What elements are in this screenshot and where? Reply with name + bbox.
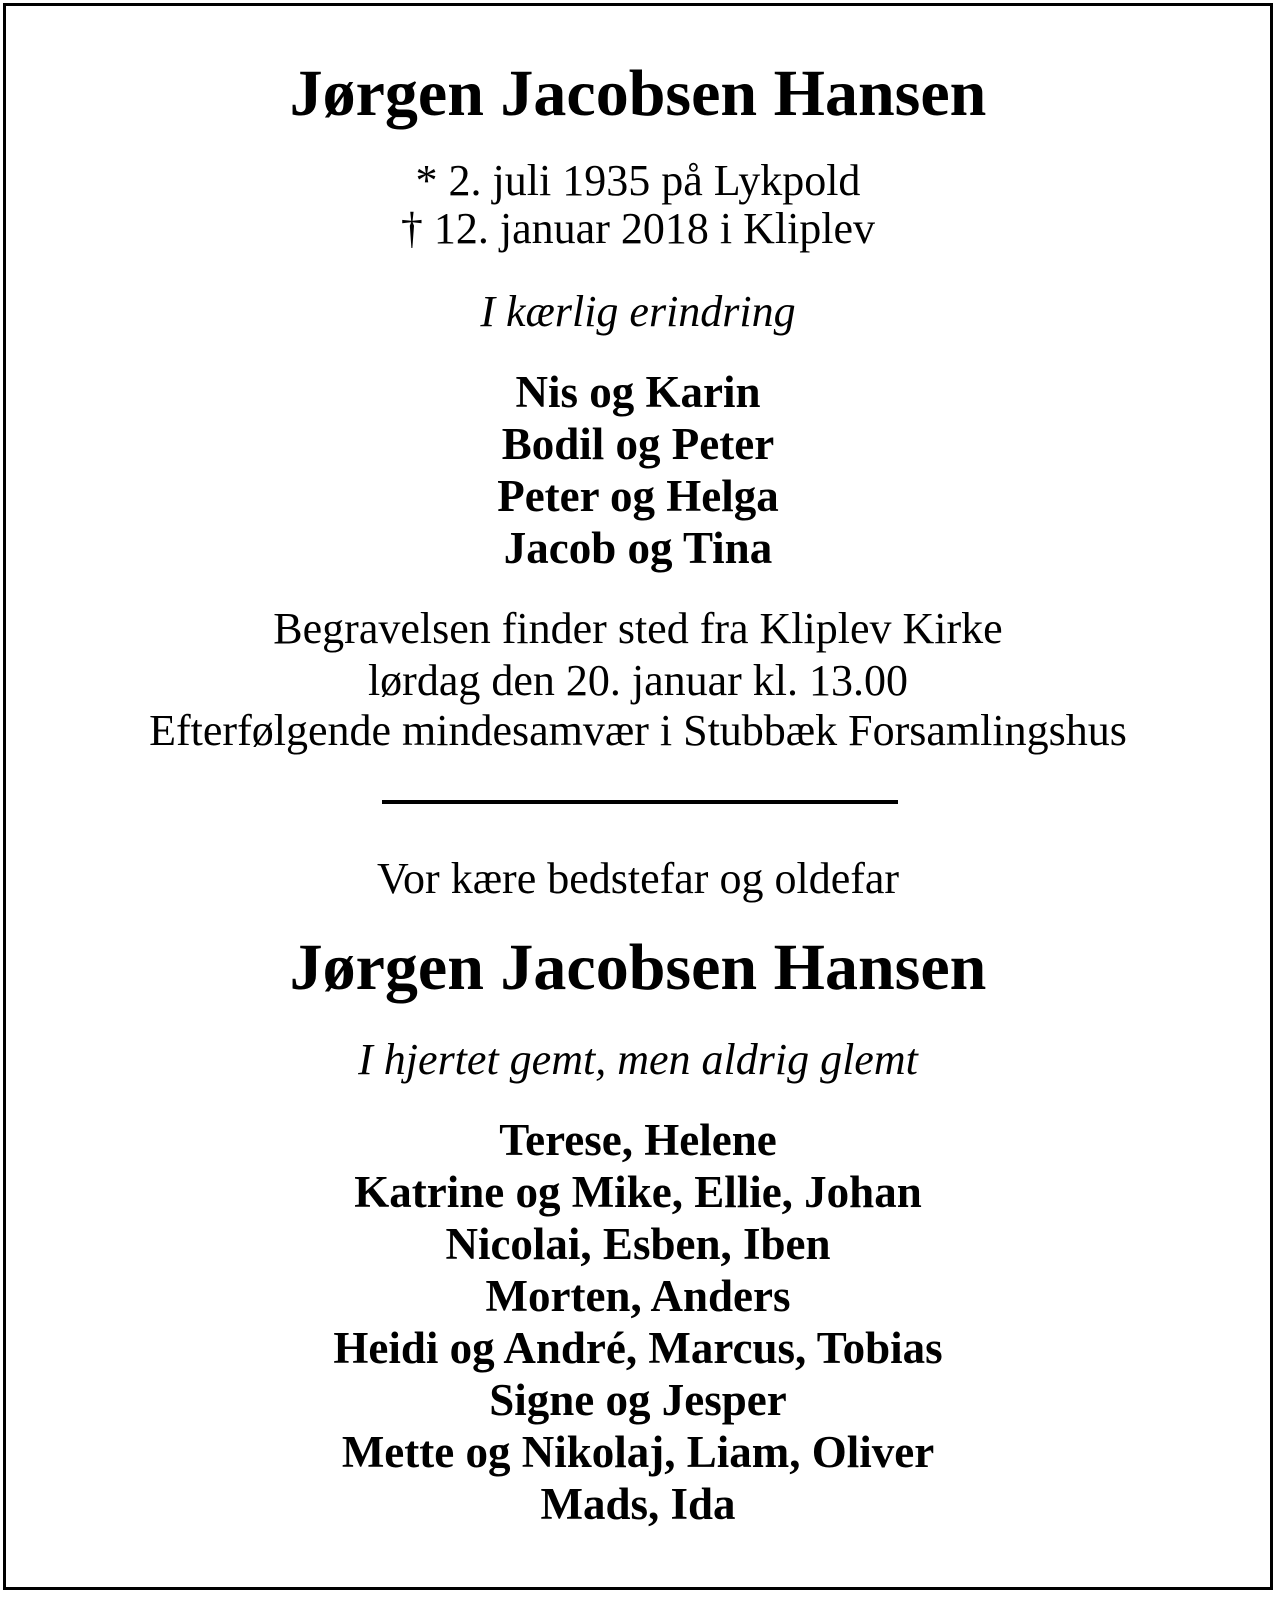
family-line: Peter og Helga [497,471,779,521]
deceased-name: Jørgen Jacobsen Hansen [289,57,987,130]
obituary-notice [3,3,1273,1590]
funeral-line: lørdag den 20. januar kl. 13.00 [367,656,909,705]
family-line: Nis og Karin [515,367,761,417]
family-line: Mette og Nikolaj, Liam, Oliver [341,1427,935,1477]
section-divider [382,800,898,804]
birth-line: * 2. juli 1935 på Lykpold [415,156,861,205]
family-line: Mads, Ida [540,1479,736,1529]
family-line: Bodil og Peter [501,419,775,469]
family-line: Jacob og Tina [503,523,773,573]
intro-text: Vor kære bedstefar og oldefar [376,854,900,903]
family-line: Katrine og Mike, Ellie, Johan [354,1167,922,1217]
family-line: Terese, Helene [499,1115,777,1165]
family-line: Heidi og André, Marcus, Tobias [333,1323,943,1373]
deceased-name: Jørgen Jacobsen Hansen [289,931,987,1004]
funeral-line: Begravelsen finder sted fra Kliplev Kirke [273,604,1003,653]
death-line: † 12. januar 2018 i Kliplev [400,204,876,253]
family-line: Nicolai, Esben, Iben [445,1219,831,1269]
dedication-text: I kærlig erindring [480,287,796,336]
family-line: Morten, Anders [485,1271,791,1321]
dedication-text: I hjertet gemt, men aldrig glemt [358,1035,918,1084]
family-line: Signe og Jesper [489,1375,787,1425]
funeral-line: Efterfølgende mindesamvær i Stubbæk Forsamlingshus [149,706,1127,755]
